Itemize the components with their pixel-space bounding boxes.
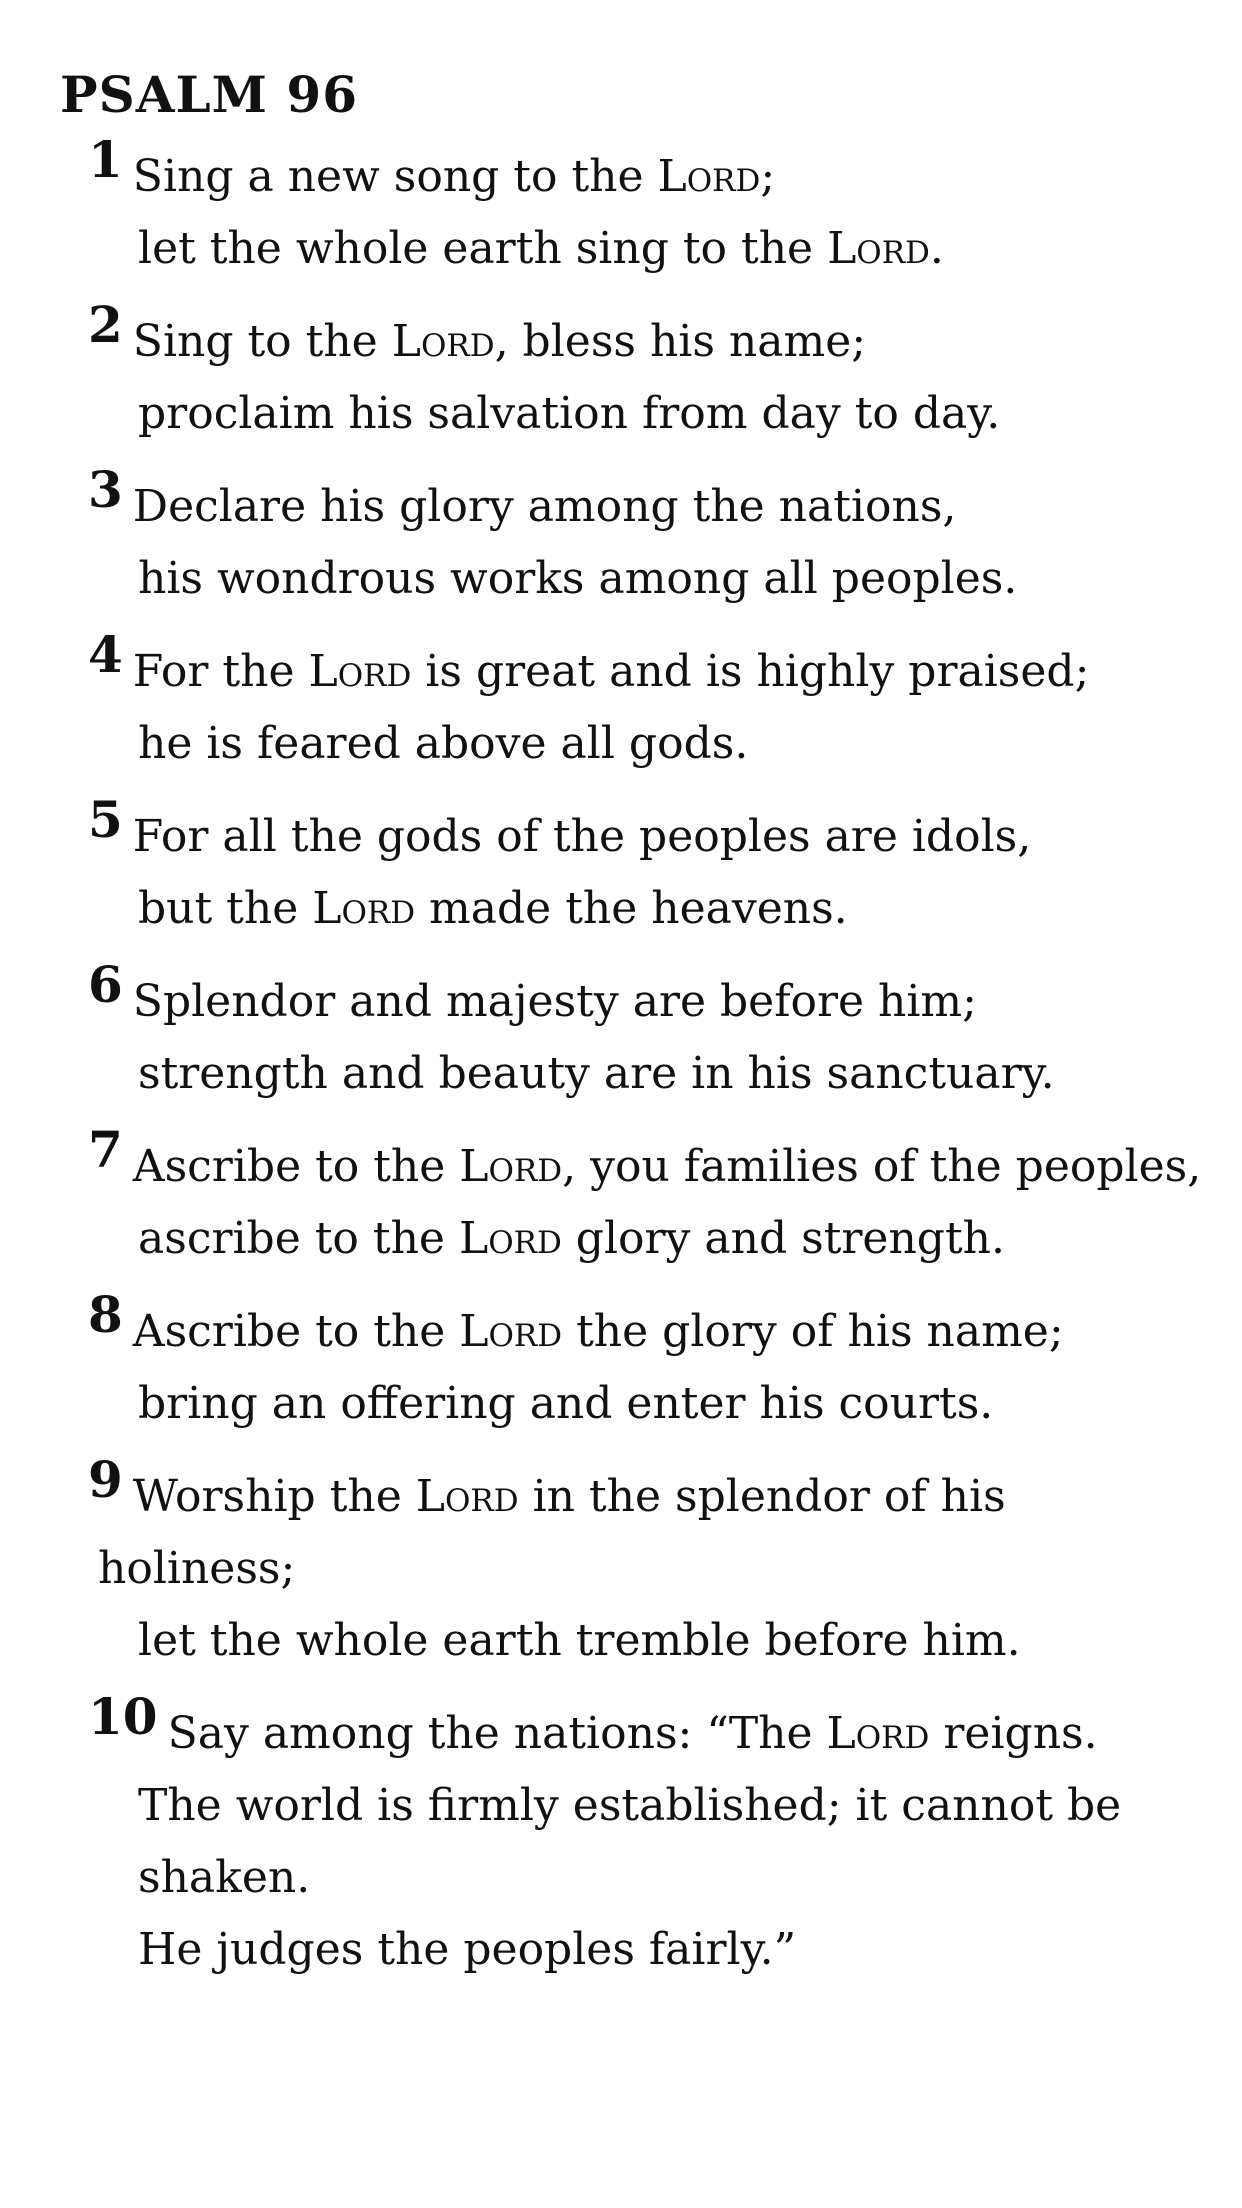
verse-line: but the Lord made the heavens. bbox=[138, 883, 848, 934]
verse-line: 9 Worship the Lord in the splendor of his holiness; bbox=[88, 1450, 1006, 1594]
verse-list bbox=[88, 130, 1208, 2004]
lord-small-caps: Lord bbox=[391, 316, 495, 367]
verse-line: 4 For the Lord is great and is highly praised; bbox=[88, 625, 1090, 697]
verse-number: 6 bbox=[88, 955, 123, 1014]
verse-number: 8 bbox=[88, 1285, 123, 1344]
verse-line: 1 Sing a new song to the Lord; bbox=[88, 130, 776, 202]
verse-line: 3 Declare his glory among the nations, bbox=[88, 460, 957, 532]
verse-line: 7 Ascribe to the Lord, you families of the peoples, bbox=[88, 1120, 1202, 1192]
verse-line: 6 Splendor and majesty are before him; bbox=[88, 955, 977, 1027]
verse-line: 2 Sing to the Lord, bless his name; bbox=[88, 295, 867, 367]
verse-line: ascribe to the Lord glory and strength. bbox=[138, 1213, 1005, 1264]
verse-6 bbox=[88, 955, 1208, 1110]
lord-small-caps: Lord bbox=[415, 1471, 519, 1522]
lord-small-caps: Lord bbox=[458, 1213, 562, 1264]
verse-number: 1 bbox=[88, 130, 123, 189]
verse-line: let the whole earth tremble before him. bbox=[138, 1615, 1021, 1666]
verse-9 bbox=[88, 1450, 1208, 1677]
verse-line: his wondrous works among all peoples. bbox=[138, 553, 1018, 604]
lord-small-caps: Lord bbox=[459, 1141, 563, 1192]
verse-7 bbox=[88, 1120, 1208, 1275]
page-title: PSALM 96 bbox=[60, 65, 358, 124]
verse-3 bbox=[88, 460, 1208, 615]
verse-number: 4 bbox=[88, 625, 123, 684]
verse-line: let the whole earth sing to the Lord. bbox=[138, 223, 944, 274]
verse-line: strength and beauty are in his sanctuary. bbox=[138, 1048, 1055, 1099]
verse-number: 10 bbox=[88, 1687, 158, 1746]
verse-4 bbox=[88, 625, 1208, 780]
verse-2 bbox=[88, 295, 1208, 450]
verse-line: proclaim his salvation from day to day. bbox=[138, 388, 1001, 439]
lord-small-caps: Lord bbox=[312, 883, 416, 934]
lord-small-caps: Lord bbox=[826, 1708, 930, 1759]
verse-number: 5 bbox=[88, 790, 123, 849]
verse-8 bbox=[88, 1285, 1208, 1440]
lord-small-caps: Lord bbox=[459, 1306, 563, 1357]
verse-1 bbox=[88, 130, 1208, 285]
verse-line: The world is firmly established; it cannot be shaken. bbox=[138, 1780, 1122, 1903]
verse-10 bbox=[88, 1687, 1208, 1986]
verse-line: 8 Ascribe to the Lord the glory of his name; bbox=[88, 1285, 1064, 1357]
verse-line: bring an offering and enter his courts. bbox=[138, 1378, 994, 1429]
verse-line: 5 For all the gods of the peoples are idols, bbox=[88, 790, 1032, 862]
verse-line: He judges the peoples fairly.” bbox=[138, 1924, 797, 1975]
verse-line: 10 Say among the nations: “The Lord reigns. bbox=[88, 1687, 1098, 1759]
lord-small-caps: Lord bbox=[308, 646, 412, 697]
verse-number: 2 bbox=[88, 295, 123, 354]
verse-line: he is feared above all gods. bbox=[138, 718, 749, 769]
verse-5 bbox=[88, 790, 1208, 945]
verse-number: 9 bbox=[88, 1450, 123, 1509]
lord-small-caps: Lord bbox=[827, 223, 930, 274]
verse-number: 3 bbox=[88, 460, 123, 519]
verse-number: 7 bbox=[88, 1120, 123, 1179]
lord-small-caps: Lord bbox=[657, 151, 761, 202]
